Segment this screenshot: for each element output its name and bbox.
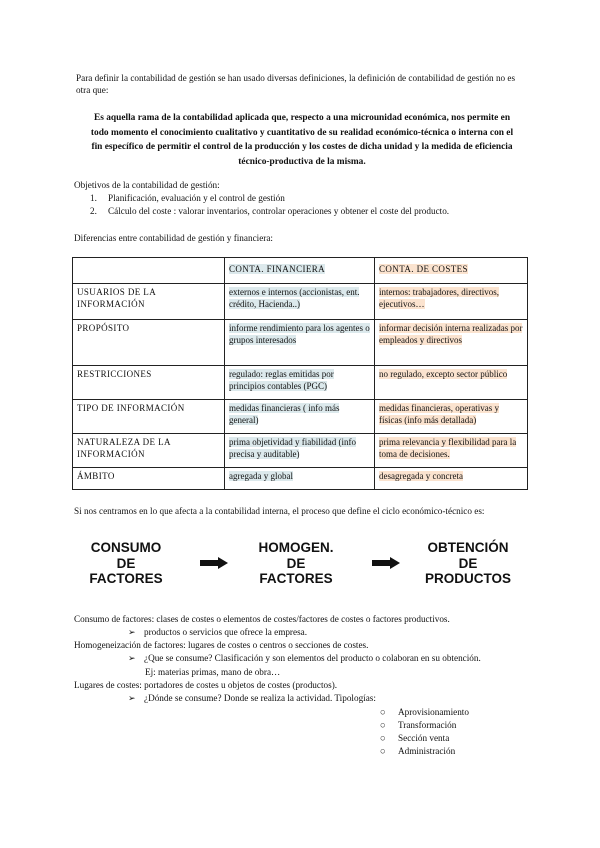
definition-line: técnico-productiva de la misma. (238, 156, 366, 167)
cell-financiera: externos e internos (accionistas, ent. crédito, Hacienda..) (225, 284, 375, 320)
header-cell: CONTA. FINANCIERA (225, 258, 375, 284)
right-arrow-icon (372, 557, 400, 569)
flow-step-consumo: CONSUMO DE FACTORES (89, 540, 163, 586)
circle-bullet-icon: ○ (380, 707, 386, 717)
cell-financiera: medidas financieras ( info más general) (225, 400, 375, 434)
cell-costes: internos: trabajadores, directivos, ejecutivos… (375, 284, 528, 320)
note-consumo: Consumo de factores: clases de costes o elementos de costes/factores de costes o factores productivos. (74, 614, 450, 624)
table-header-row (73, 258, 528, 284)
list-item: 1. Planificación, evaluación y el control de gestión (90, 193, 285, 203)
intro-paragraph: Para definir la contabilidad de gestión se han usado diversas definiciones, la definición de contabilidad de gestión no es otra que: (76, 73, 516, 95)
definition-line: fin específico de permitir el control de la producción y los costes de dicha unidad y la medida de eficiencia (91, 142, 513, 152)
arrow-bullet-icon: ➢ (128, 627, 136, 637)
circle-bullet-icon: ○ (380, 746, 386, 756)
list-item: 2. Cálculo del coste : valorar inventarios, controlar operaciones y obtener el coste del producto. (90, 206, 450, 216)
row-label: ÁMBITO (73, 468, 225, 490)
cell-costes: prima relevancia y flexibilidad para la toma de decisiones. (375, 434, 528, 468)
cell-costes: no regulado, excepto sector público (375, 366, 528, 400)
flow-step-homogen: HOMOGEN. DE FACTORES (258, 540, 334, 586)
cell-financiera: prima objetividad y fiabilidad (info precisa y auditable) (225, 434, 375, 468)
list-item: ○ Sección venta (380, 733, 450, 743)
table-row (73, 366, 528, 400)
arrow-bullet-icon: ➢ (128, 653, 136, 663)
cell-costes: medidas financieras, operativas y físicas (info más detallada) (375, 400, 528, 434)
cell-costes: informar decisión interna realizadas por empleados y directivos (375, 320, 528, 366)
note-lugares: Lugares de costes: portadores de costes u objetos de costes (productos). (74, 680, 338, 690)
right-arrow-icon (200, 557, 228, 569)
cycle-intro: Si nos centramos en lo que afecta a la contabilidad interna, el proceso que define el ciclo económico-técnico es: (74, 506, 485, 516)
differences-heading: Diferencias entre contabilidad de gestión y financiera: (74, 233, 273, 243)
table-row (73, 284, 528, 320)
table-row (73, 434, 528, 468)
cell-financiera: informe rendimiento para los agentes o grupos interesados (225, 320, 375, 366)
flow-step-obtencion: OBTENCIÓN DE PRODUCTOS (424, 540, 511, 586)
header-cell (73, 258, 225, 284)
note-lugares-bullet: ➢ ¿Dónde se consume? Donde se realiza la actividad. Tipologías: (128, 693, 376, 703)
table-row (73, 400, 528, 434)
row-label: PROPÓSITO (73, 320, 225, 366)
note-consumo-bullet: ➢ productos o servicios que ofrece la empresa. (128, 627, 308, 637)
objectives-list (74, 192, 449, 218)
process-flow (72, 540, 532, 590)
row-label: RESTRICCIONES (73, 366, 225, 400)
cell-costes: desagregada y concreta (375, 468, 528, 490)
row-label: NATURALEZA DE LA INFORMACIÓN (73, 434, 225, 468)
list-item: ○ Transformación (380, 720, 457, 730)
objectives-heading: Objetivos de la contabilidad de gestión: (74, 180, 220, 190)
circle-bullet-icon: ○ (380, 733, 386, 743)
table-row (73, 320, 528, 366)
cell-financiera: agregada y global (225, 468, 375, 490)
row-label: USUARIOS DE LA INFORMACIÓN (73, 284, 225, 320)
comparison-table (72, 257, 528, 490)
note-homog-example: Ej: materias primas, mano de obra… (145, 667, 281, 677)
list-item: ○ Aprovisionamiento (380, 707, 469, 717)
note-homog: Homogeneización de factores: lugares de costes o centros o secciones de costes. (74, 640, 369, 650)
definition-line: Es aquella rama de la contabilidad aplicada que, respecto a una microunidad económica, nos permite en (93, 113, 511, 123)
circle-bullet-icon: ○ (380, 720, 386, 730)
cell-financiera: regulado: reglas emitidas por principios contables (PGC) (225, 366, 375, 400)
list-item: ○ Administración (380, 746, 456, 756)
table-row (73, 468, 528, 490)
definition-line: todo momento el conocimiento cualitativo y cuantitativo de su realidad económico-técnica o interna con el (90, 127, 514, 138)
note-homog-bullet: ➢ ¿Que se consume? Clasificación y son elementos del producto o colaboran en su obtención. (128, 653, 481, 663)
arrow-bullet-icon: ➢ (128, 693, 136, 703)
header-cell: CONTA. DE COSTES (375, 258, 528, 284)
row-label: TIPO DE INFORMACIÓN (73, 400, 225, 434)
definition-block (74, 111, 530, 169)
